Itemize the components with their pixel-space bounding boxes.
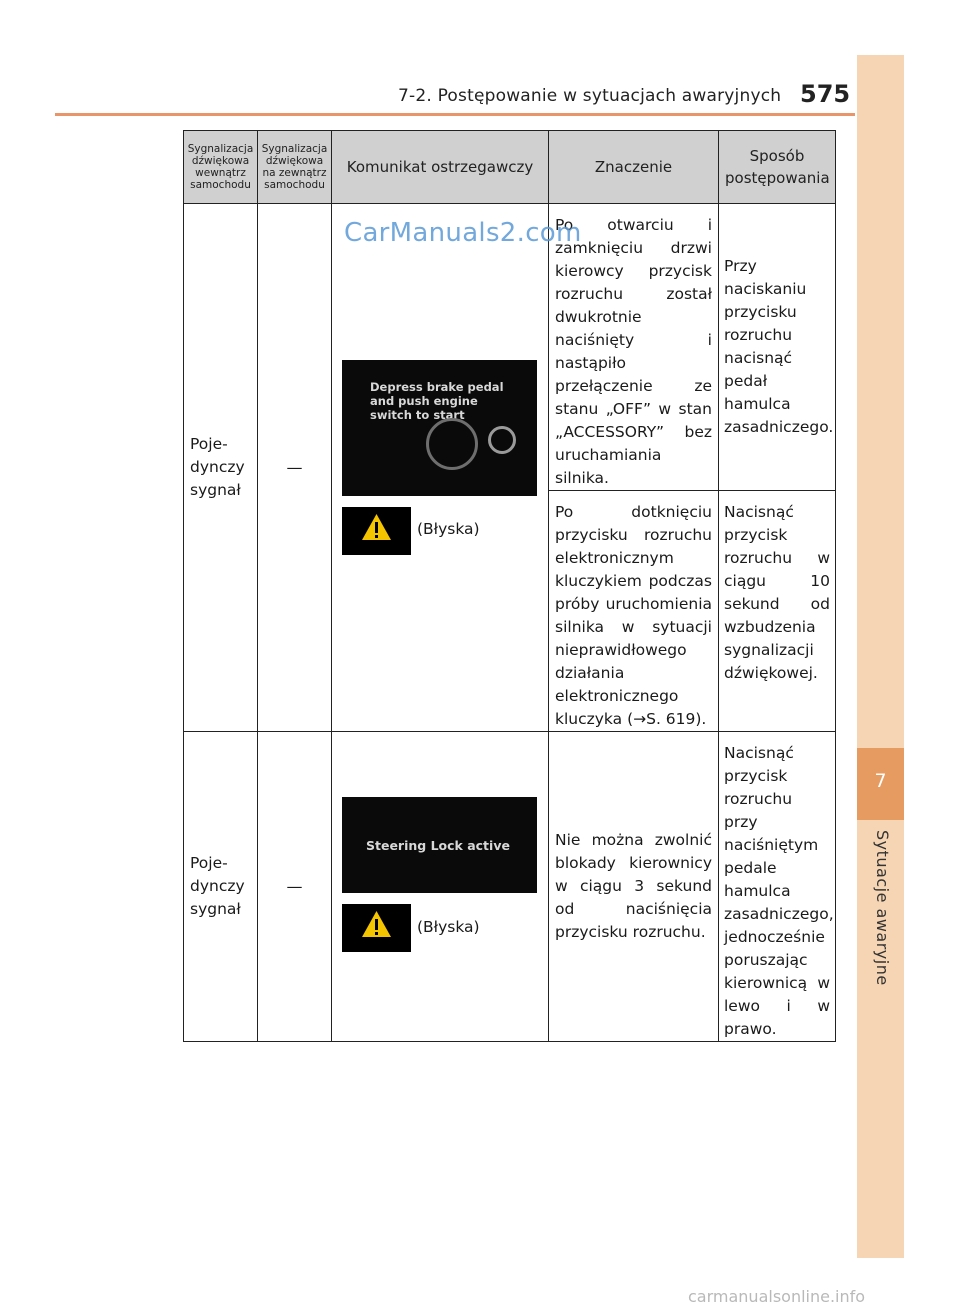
cell-action: Nacisnąć przycisk rozruchu w ciągu 10 sekund od wzbudzenia sygnalizacji dźwiękowej. (719, 491, 836, 732)
col-header-message: Komunikat ostrzegawczy (332, 131, 549, 204)
cell-meaning: Po otwarciu i zamknięciu drzwi kierowcy przycisk rozruchu został dwukrotnie naciśnięty i nastąpiło przełączenie ze stanu „OFF” w stan „ACCESSORY” bez uruchamiania silnika. (549, 204, 719, 491)
cell-outside: — (258, 732, 332, 1042)
col-header-action: Sposób postępowania (719, 131, 836, 204)
section-title: 7-2. Postępowanie w sytuacjach awaryjnych (398, 86, 782, 106)
screen-message: Depress brake pedal and push engine switch to start (370, 380, 504, 422)
screen-message: Steering Lock active (366, 838, 510, 853)
chapter-name: Sytuacje awaryjne (873, 830, 892, 986)
display-screen (342, 797, 537, 893)
cell-message (332, 732, 549, 1042)
warning-icon (342, 904, 411, 952)
cell-action: Nacisnąć przycisk rozruchu przy naciśniętym pedale hamulca zasadniczego, jednocześnie poruszając kierownicą w lewo i w prawo. (719, 732, 836, 1042)
warning-icon (342, 507, 411, 555)
cell-meaning: Po dotknięciu przycisku rozruchu elektronicznym kluczykiem podczas próby uruchomienia silnika w sytuacji nieprawidłowego działania elektronicznego kluczyka (→S. 619). (549, 491, 719, 732)
steering-wheel-icon (426, 418, 478, 470)
table-header-row (184, 131, 836, 204)
cell-inside: Poje-dynczy sygnał (184, 732, 258, 1042)
page-number: 575 (800, 80, 851, 108)
table-row (184, 732, 836, 1042)
cell-action: Przy naciskaniu przycisku rozruchu nacisnąć pedał hamulca zasadniczego. (719, 204, 836, 491)
watermark-logo[interactable]: CarManuals2.com (344, 218, 582, 248)
display-screen (342, 360, 537, 496)
cell-outside: — (258, 204, 332, 732)
footer-watermark[interactable]: carmanualsonline.info (688, 1287, 866, 1306)
header-rule (55, 113, 855, 116)
side-tab (857, 55, 904, 1258)
col-header-meaning: Znaczenie (549, 131, 719, 204)
blink-label: (Błyska) (417, 520, 480, 538)
chapter-number: 7 (874, 770, 887, 792)
col-header-outside: Sygnalizacja dźwiękowa na zewnątrz samochodu (258, 131, 332, 204)
warning-table (183, 130, 836, 1042)
blink-label: (Błyska) (417, 918, 480, 936)
cell-message (332, 204, 549, 732)
cell-inside: Poje-dynczy sygnał (184, 204, 258, 732)
engine-switch-icon (488, 426, 516, 454)
cell-meaning: Nie można zwolnić blokady kierownicy w ciągu 3 sekund od naciśnięcia przycisku rozruchu. (549, 732, 719, 1042)
col-header-inside: Sygnalizacja dźwiękowa wewnątrz samochodu (184, 131, 258, 204)
